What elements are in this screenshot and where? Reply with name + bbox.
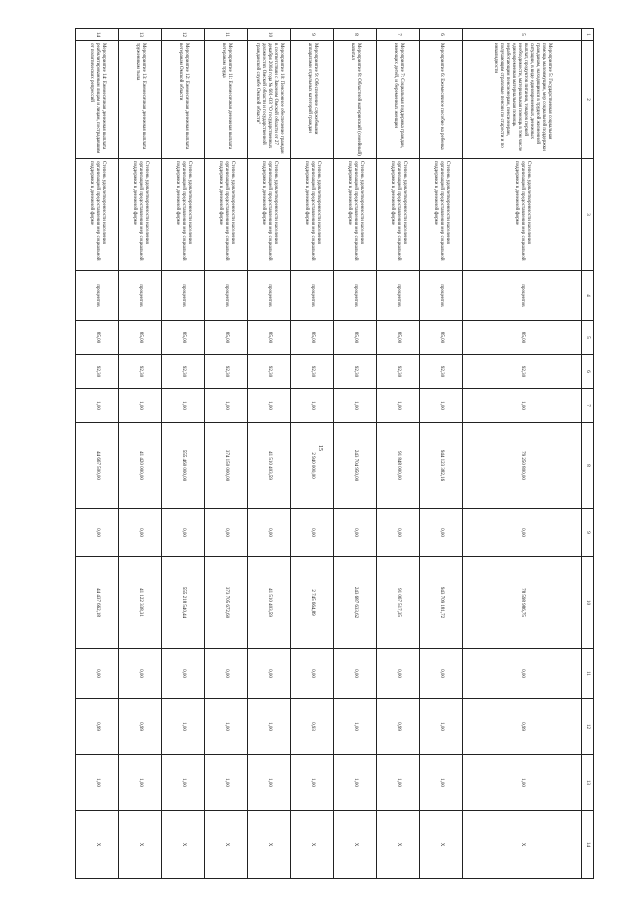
planned-other-cell: 0,00 (377, 509, 420, 557)
col-number: 14 (582, 811, 594, 879)
unit-cell: процентов (162, 271, 205, 321)
unit-cell: процентов (291, 271, 334, 321)
mark-cell: X (334, 811, 377, 879)
actual-other-cell: 0,00 (377, 649, 420, 699)
planned-funding-cell: 555 460 000,00 (162, 423, 205, 509)
row-number-cell: 5 (463, 29, 582, 41)
funding-ratio-cell: 1,00 (420, 699, 463, 755)
mark-cell: X (377, 811, 420, 879)
base-value-cell: 85,00 (248, 321, 291, 355)
actual-funding-cell: 91 067 517,35 (377, 557, 420, 649)
funding-ratio-cell: 0,99 (463, 699, 582, 755)
mark-cell: X (119, 811, 162, 879)
row-number-cell: 7 (377, 29, 420, 41)
planned-funding-cell: 944 123 382,16 (420, 423, 463, 509)
mark-cell: X (162, 811, 205, 879)
planned-funding-cell: 41 420 000,00 (119, 423, 162, 509)
indicator-name-cell: Степень удовлетворенности населения организацией предоставления мер социальной поддержки в денежной форме (76, 159, 119, 271)
column-number-row (582, 29, 594, 879)
efficiency-cell: 1,00 (463, 755, 582, 811)
row-number-cell: 13 (119, 29, 162, 41)
base-value-cell: 85,00 (463, 321, 582, 355)
target-value-cell: 92,30 (463, 355, 582, 389)
efficiency-cell: 1,00 (205, 755, 248, 811)
planned-funding-cell: 243 704 950,00 (334, 423, 377, 509)
efficiency-cell: 1,00 (334, 755, 377, 811)
event-name-cell: Мероприятие 9: Обеспечение служебными аппаратами отдельных категорий граждан (291, 41, 334, 159)
funding-ratio-cell: 1,00 (162, 699, 205, 755)
actual-other-cell: 0,00 (291, 649, 334, 699)
base-value-cell: 85,00 (162, 321, 205, 355)
base-value-cell: 85,00 (334, 321, 377, 355)
base-value-cell: 85,00 (119, 321, 162, 355)
efficiency-cell: 1,00 (420, 755, 463, 811)
actual-other-cell: 0,00 (334, 649, 377, 699)
unit-cell: процентов (119, 271, 162, 321)
actual-funding-cell: 943 709 181,72 (420, 557, 463, 649)
unit-cell: процентов (377, 271, 420, 321)
col-number: 8 (582, 423, 594, 509)
unit-cell: процентов (248, 271, 291, 321)
actual-funding-cell: 41 510 403,59 (248, 557, 291, 649)
unit-cell: процентов (76, 271, 119, 321)
base-value-cell: 85,00 (420, 321, 463, 355)
col-number: 6 (582, 355, 594, 389)
achievement-ratio-cell: 1,00 (420, 389, 463, 423)
table-body (76, 29, 594, 879)
achievement-ratio-cell: 1,00 (76, 389, 119, 423)
planned-other-cell: 0,00 (334, 509, 377, 557)
table-row (248, 29, 291, 879)
table-row (119, 29, 162, 879)
funding-ratio-cell: 1,00 (248, 699, 291, 755)
table-row (162, 29, 205, 879)
efficiency-cell: 1,00 (291, 755, 334, 811)
actual-other-cell: 0,00 (205, 649, 248, 699)
col-number: 1 (582, 29, 594, 41)
table-row (205, 29, 248, 879)
planned-other-cell: 0,00 (205, 509, 248, 557)
unit-cell: процентов (463, 271, 582, 321)
mark-cell: X (248, 811, 291, 879)
achievement-ratio-cell: 1,00 (162, 389, 205, 423)
row-number-cell: 8 (334, 29, 377, 41)
actual-other-cell: 0,00 (119, 649, 162, 699)
planned-other-cell: 0,00 (463, 509, 582, 557)
event-name-cell: Мероприятие 11: Ежемесячная денежная выплата ветеранам труда (205, 41, 248, 159)
mark-cell: X (463, 811, 582, 879)
event-name-cell: Мероприятие 8: Областной материнский (семейный) капитал (334, 41, 377, 159)
unit-cell: процентов (205, 271, 248, 321)
row-number-cell: 11 (205, 29, 248, 41)
actual-other-cell: 0,00 (76, 649, 119, 699)
event-name-cell: Мероприятие 13: Ежемесячная денежная выплата труженикам тыла (119, 41, 162, 159)
efficiency-cell: 1,00 (248, 755, 291, 811)
target-value-cell: 92,30 (162, 355, 205, 389)
planned-funding-cell: 41 510 403,59 (248, 423, 291, 509)
planned-other-cell: 0,00 (76, 509, 119, 557)
planned-funding-cell: 79 250 800,00 (463, 423, 582, 509)
base-value-cell: 85,00 (377, 321, 420, 355)
col-number: 11 (582, 649, 594, 699)
col-number: 2 (582, 41, 594, 159)
row-number-cell: 12 (162, 29, 205, 41)
actual-funding-cell: 555 218 540,44 (162, 557, 205, 649)
funding-ratio-cell: 0,99 (377, 699, 420, 755)
achievement-ratio-cell: 1,00 (291, 389, 334, 423)
col-number: 9 (582, 509, 594, 557)
col-number: 5 (582, 321, 594, 355)
table-row (377, 29, 420, 879)
actual-other-cell: 0,00 (420, 649, 463, 699)
indicator-name-cell: Степень удовлетворенности населения организацией предоставления мер социальной поддержки в денежной форме (377, 159, 420, 271)
planned-other-cell: 0,00 (291, 509, 334, 557)
funding-ratio-cell: 0,93 (291, 699, 334, 755)
table-row (291, 29, 334, 879)
funding-ratio-cell: 1,00 (205, 699, 248, 755)
actual-other-cell: 0,00 (162, 649, 205, 699)
indicator-name-cell: Степень удовлетворенности населения организацией предоставления мер социальной поддержки в денежной форме (205, 159, 248, 271)
planned-other-cell: 0,00 (119, 509, 162, 557)
row-number-cell: 9 (291, 29, 334, 41)
actual-funding-cell: 44 437 662,18 (76, 557, 119, 649)
unit-cell: процентов (334, 271, 377, 321)
indicator-name-cell: Степень удовлетворенности населения организацией предоставления мер социальной поддержки в денежной форме (248, 159, 291, 271)
table-row (463, 29, 582, 879)
col-number: 13 (582, 755, 594, 811)
base-value-cell: 85,00 (291, 321, 334, 355)
event-name-cell: Мероприятие 10: Пенсионное обеспечение граждан в соответствии с Законом Омской области от 27 декабря 2004 года № 601-ОЗ "О государственных должностях Омской области и государственной гражданской службе Омской области" (248, 41, 291, 159)
actual-funding-cell: 78 598 986,75 (463, 557, 582, 649)
planned-funding-cell: 91 848 000,00 (377, 423, 420, 509)
mark-cell: X (76, 811, 119, 879)
actual-funding-cell: 373 705 672,60 (205, 557, 248, 649)
efficiency-cell: 1,00 (162, 755, 205, 811)
col-number: 10 (582, 557, 594, 649)
actual-other-cell: 0,00 (463, 649, 582, 699)
mark-cell: X (291, 811, 334, 879)
achievement-ratio-cell: 1,00 (334, 389, 377, 423)
target-value-cell: 92,30 (334, 355, 377, 389)
table-row (334, 29, 377, 879)
actual-funding-cell: 41 122 338,31 (119, 557, 162, 649)
planned-funding-cell: 44 667 500,00 (76, 423, 119, 509)
funding-ratio-cell: 1,00 (334, 699, 377, 755)
event-name-cell: Мероприятие 12: Ежемесячная денежная выплата ветеранам Омской области (162, 41, 205, 159)
col-number: 7 (582, 389, 594, 423)
program-table (75, 28, 594, 879)
indicator-name-cell: Степень удовлетворенности населения организацией предоставления мер социальной поддержки в денежной форме (463, 159, 582, 271)
mark-cell: X (420, 811, 463, 879)
target-value-cell: 92,30 (377, 355, 420, 389)
page-number: 15 (317, 445, 323, 451)
table-row (76, 29, 119, 879)
event-name-cell: Мероприятие 5: Государственная социальная помощь малоимущим, мер социальной поддержки гражданам, находящимся в трудной жизненной ситуации, в виде единовременных денежных выплат, продуктов питания, товаров первой необходимости, материальная помощь в том числе единовременная материальная помощь неработающим пенсионерам, пенсионерам, получающим страховые пенсии по старости и по инвалидности (463, 41, 582, 159)
col-number: 12 (582, 699, 594, 755)
target-value-cell: 92,30 (205, 355, 248, 389)
event-name-cell: Мероприятие 7: Социальная поддержка граждан, имеющих детей, и беременных женщин (377, 41, 420, 159)
rotated-document-sheet (46, 28, 594, 878)
planned-other-cell: 0,00 (420, 509, 463, 557)
indicator-name-cell: Степень удовлетворенности населения организацией предоставления мер социальной поддержки в денежной форме (291, 159, 334, 271)
actual-funding-cell: 243 687 633,62 (334, 557, 377, 649)
planned-other-cell: 0,00 (162, 509, 205, 557)
row-number-cell: 6 (420, 29, 463, 41)
target-value-cell: 92,30 (119, 355, 162, 389)
col-number: 4 (582, 271, 594, 321)
base-value-cell: 85,00 (76, 321, 119, 355)
achievement-ratio-cell: 1,00 (377, 389, 420, 423)
indicator-name-cell: Степень удовлетворенности населения организацией предоставления мер социальной поддержки в денежной форме (119, 159, 162, 271)
row-number-cell: 10 (248, 29, 291, 41)
achievement-ratio-cell: 1,00 (463, 389, 582, 423)
event-name-cell: Мероприятие 14: Ежемесячная денежная выплата реабилитированным лицам и лицам, пострадавшим от политических репрессий (76, 41, 119, 159)
planned-funding-cell: 374 150 000,00 (205, 423, 248, 509)
planned-other-cell: 0,00 (248, 509, 291, 557)
target-value-cell: 92,30 (420, 355, 463, 389)
target-value-cell: 92,30 (291, 355, 334, 389)
achievement-ratio-cell: 1,00 (119, 389, 162, 423)
achievement-ratio-cell: 1,00 (248, 389, 291, 423)
event-name-cell: Мероприятие 6: Ежемесячное пособие на ребенка (420, 41, 463, 159)
actual-other-cell: 0,00 (248, 649, 291, 699)
target-value-cell: 92,30 (76, 355, 119, 389)
base-value-cell: 85,00 (205, 321, 248, 355)
funding-ratio-cell: 0,99 (119, 699, 162, 755)
indicator-name-cell: Степень удовлетворенности населения организацией предоставления мер социальной поддержки в денежной форме (334, 159, 377, 271)
planned-funding-cell: 2 940 000,00 (291, 423, 334, 509)
col-number: 3 (582, 159, 594, 271)
target-value-cell: 92,30 (248, 355, 291, 389)
actual-funding-cell: 2 745 664,89 (291, 557, 334, 649)
funding-ratio-cell: 0,99 (76, 699, 119, 755)
efficiency-cell: 1,00 (119, 755, 162, 811)
mark-cell: X (205, 811, 248, 879)
efficiency-cell: 1,00 (76, 755, 119, 811)
indicator-name-cell: Степень удовлетворенности населения организацией предоставления мер социальной поддержки в денежной форме (162, 159, 205, 271)
efficiency-cell: 1,00 (377, 755, 420, 811)
unit-cell: процентов (420, 271, 463, 321)
row-number-cell: 14 (76, 29, 119, 41)
achievement-ratio-cell: 1,00 (205, 389, 248, 423)
indicator-name-cell: Степень удовлетворенности населения организацией предоставления мер социальной поддержки в денежной форме (420, 159, 463, 271)
table-row (420, 29, 463, 879)
